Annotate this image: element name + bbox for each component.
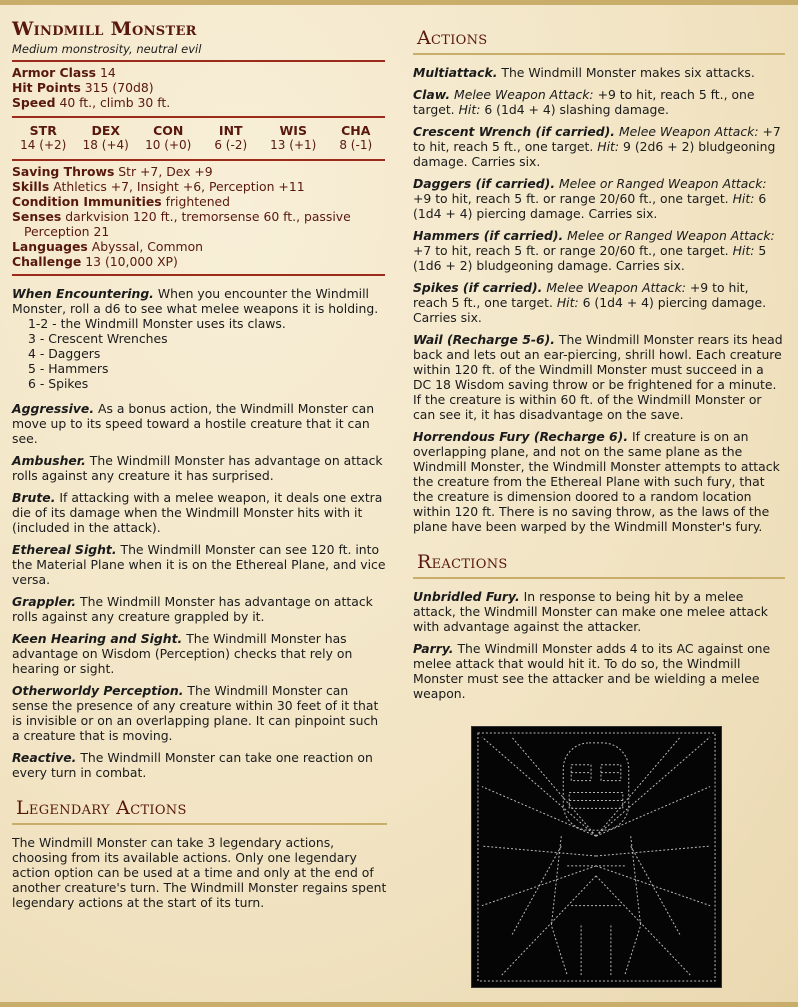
trait-label: Aggressive.: [12, 401, 95, 416]
attack-type: Melee or Ranged Weapon Attack:: [558, 176, 767, 191]
actions-column: [413, 26, 785, 708]
trait-text: The Windmill Monster can take one reaction on every turn in combat.: [12, 750, 373, 780]
attack-type: Melee Weapon Attack:: [454, 87, 594, 102]
section-divider: [12, 823, 387, 825]
trait-text: The Windmill Monster has advantage on attack rolls against any creature it has surprised.: [12, 453, 383, 483]
top-border: [0, 0, 798, 5]
trait-text: The Windmill Monster can see 120 ft. into the Material Plane when it is on the Ethereal Plane, and vice versa.: [12, 542, 386, 587]
reactions-heading: Reactions: [417, 551, 508, 573]
saving-throws-label: Saving Throws: [12, 164, 115, 179]
action-label: Daggers (if carried).: [413, 176, 556, 191]
trait-label: Ambusher.: [12, 453, 86, 468]
action-text: +9 to hit, reach 5 ft., one target.: [413, 280, 749, 310]
divider: [12, 274, 385, 276]
section-divider: [413, 53, 785, 55]
ability-str: [12, 123, 74, 153]
hit-label: Hit:: [732, 191, 755, 206]
trait-text: If attacking with a melee weapon, it deals one extra die of its damage when the Windmill Monster hits with it (included in the attack).: [12, 490, 383, 535]
ability-name: DEX: [91, 123, 121, 138]
trait-otherworldly-perception: [12, 683, 387, 743]
monster-name: Windmill Monster: [12, 18, 197, 40]
damage-text: 6 (1d4 + 4) slashing damage.: [484, 102, 669, 117]
ability-name: CON: [153, 123, 184, 138]
bottom-border: [0, 1002, 798, 1007]
speed-line: [12, 95, 387, 110]
action-hammers: [413, 228, 785, 273]
stat-block-column: [12, 16, 387, 917]
languages-line: [12, 239, 387, 254]
ability-cha: [325, 123, 387, 153]
ability-name: WIS: [279, 123, 307, 138]
action-label: Hammers (if carried).: [413, 228, 564, 243]
hit-label: Hit:: [458, 102, 481, 117]
damage-text: 9 (2d6 + 2) bludgeoning damage. Carries six.: [413, 139, 776, 169]
ability-value: 13 (+1): [270, 138, 317, 152]
armor-class-label: Armor Class: [12, 65, 96, 80]
damage-text: 6 (1d4 + 4) piercing damage. Carries six.: [413, 295, 767, 325]
action-crescent-wrench: [413, 124, 785, 169]
armor-class-value: 14: [99, 65, 116, 80]
condition-immunities-line: [12, 194, 387, 209]
list-item: 5 - Hammers: [28, 361, 109, 376]
trait-text: When you encounter the Windmill Monster, roll a d6 to see what melee weapons it is holding.: [12, 286, 379, 316]
trait-when-encountering: [12, 286, 387, 391]
divider: [12, 60, 385, 62]
ability-dex: [75, 123, 137, 153]
action-label: Horrendous Fury (Recharge 6).: [413, 429, 629, 444]
skills-label: Skills: [12, 179, 50, 194]
attack-type: Melee Weapon Attack:: [618, 124, 759, 139]
reaction-parry: [413, 641, 785, 701]
languages-label: Languages: [12, 239, 88, 254]
trait-label: Brute.: [12, 490, 56, 505]
action-spikes: [413, 280, 785, 325]
reaction-text: In response to being hit by a melee attack, the Windmill Monster can make one melee attack with advantage against the attacker.: [413, 589, 768, 634]
speed-value: 40 ft., climb 30 ft.: [59, 95, 171, 110]
saving-throws-line: [12, 164, 387, 179]
legendary-actions-text: The Windmill Monster can take 3 legendary actions, choosing from its available actions. Only one legendary action option can be used at a time and only at the end of another creature's turn. The Windmill Monster regains spent legendary actions at the start of its turn.: [12, 835, 387, 910]
reaction-label: Unbridled Fury.: [413, 589, 520, 604]
trait-ethereal-sight: [12, 542, 387, 587]
trait-label: When Encountering.: [12, 286, 154, 301]
reaction-text: The Windmill Monster adds 4 to its AC against one melee attack that would hit it. To do so, the Windmill Monster must see the attacker and be wielding a melee weapon.: [413, 641, 771, 701]
ability-con: [137, 123, 199, 153]
challenge-value: 13 (10,000 XP): [85, 254, 178, 269]
action-text: The Windmill Monster rears its head back and lets out an ear-piercing, shrill howl. Each creature within 120 ft. of the Windmill Monster must succeed in a DC 18 Wisdom saving throw or be frightened for a minute. If the creature is within 60 ft. of the Windmill Monster or can see it, it has disadvantage on the save.: [413, 332, 783, 422]
monster-ascii-art: [472, 727, 721, 987]
condition-immunities-value: frightened: [165, 194, 231, 209]
list-item: 1-2 - the Windmill Monster uses its claws.: [28, 316, 286, 331]
action-horrendous-fury: [413, 429, 785, 534]
trait-brute: [12, 490, 387, 535]
ability-value: 6 (-2): [214, 138, 248, 152]
trait-text: As a bonus action, the Windmill Monster can move up to its speed toward a hostile creature that it can see.: [12, 401, 375, 446]
list-item: 6 - Spikes: [28, 376, 89, 391]
action-label: Spikes (if carried).: [413, 280, 543, 295]
action-text: +7 to hit, reach 5 ft., one target.: [413, 124, 781, 154]
trait-text: The Windmill Monster has advantage on Wisdom (Perception) checks that rely on hearing or sight.: [12, 631, 353, 676]
ability-scores: [12, 123, 387, 153]
hit-label: Hit:: [556, 295, 579, 310]
reaction-unbridled-fury: [413, 589, 785, 634]
challenge-label: Challenge: [12, 254, 82, 269]
action-text: +9 to hit, reach 5 ft., one target.: [413, 87, 755, 117]
action-claw: [413, 87, 785, 117]
ability-wis: [262, 123, 324, 153]
senses-label: Senses: [12, 209, 62, 224]
languages-value: Abyssal, Common: [91, 239, 204, 254]
skills-line: [12, 179, 387, 194]
action-text: +9 to hit, reach 5 ft. or range 20/60 ft., one target.: [413, 191, 729, 206]
ability-name: CHA: [341, 123, 371, 138]
condition-immunities-label: Condition Immunities: [12, 194, 162, 209]
trait-label: Reactive.: [12, 750, 77, 765]
action-text: The Windmill Monster makes six attacks.: [501, 65, 755, 80]
divider: [12, 159, 385, 161]
trait-text: The Windmill Monster can sense the presence of any creature within 30 feet of it that is invisible or on an overlapping plane. It can pinpoint such a creature that is moving.: [12, 683, 379, 743]
trait-aggressive: [12, 401, 387, 446]
speed-label: Speed: [12, 95, 56, 110]
trait-label: Keen Hearing and Sight.: [12, 631, 183, 646]
trait-reactive: [12, 750, 387, 780]
action-label: Wail (Recharge 5-6).: [413, 332, 555, 347]
legendary-actions-heading: Legendary Actions: [16, 797, 187, 819]
ability-int: [200, 123, 262, 153]
action-text: +7 to hit, reach 5 ft. or range 20/60 ft., one target.: [413, 243, 729, 258]
challenge-line: [12, 254, 387, 269]
ability-value: 10 (+0): [145, 138, 192, 152]
saving-throws-value: Str +7, Dex +9: [118, 164, 213, 179]
senses-value: darkvision 120 ft., tremorsense 60 ft., passive: [65, 209, 351, 224]
trait-grappler: [12, 594, 387, 624]
attack-type: Melee Weapon Attack:: [546, 280, 686, 295]
ability-name: INT: [218, 123, 243, 138]
section-divider: [413, 577, 785, 579]
armor-class-line: [12, 65, 387, 80]
attack-type: Melee or Ranged Weapon Attack:: [567, 228, 775, 243]
actions-heading: Actions: [417, 27, 488, 49]
trait-label: Otherworldy Perception.: [12, 683, 184, 698]
action-daggers: [413, 176, 785, 221]
divider: [12, 116, 385, 118]
action-multiattack: [413, 65, 785, 80]
action-label: Claw.: [413, 87, 451, 102]
hit-label: Hit:: [732, 243, 755, 258]
ability-name: STR: [29, 123, 57, 138]
trait-text: The Windmill Monster has advantage on attack rolls against any creature grappled by it.: [12, 594, 373, 624]
ability-value: 18 (+4): [82, 138, 129, 152]
senses-line: [12, 209, 387, 224]
hit-points-line: [12, 80, 387, 95]
ability-value: 8 (-1): [339, 138, 373, 152]
hit-points-value: 315 (70d8): [84, 80, 154, 95]
damage-text: 5 (1d6 + 2) bludgeoning damage. Carries six.: [413, 243, 767, 273]
action-text: If creature is on an overlapping plane, and not on the same plane as the Windmill Monster, the Windmill Monster attempts to attack the creature from the Ethereal Plane with such fury, that the creature is dimension doored to a random location within 120 ft. There is no saving throw, as the laws of the plane have been warped by the Windmill Monster's fury.: [413, 429, 780, 534]
hit-points-label: Hit Points: [12, 80, 81, 95]
trait-keen-hearing-sight: [12, 631, 387, 676]
monster-illustration: [471, 726, 722, 988]
action-label: Multiattack.: [413, 65, 498, 80]
list-item: 3 - Crescent Wrenches: [28, 331, 168, 346]
trait-ambusher: [12, 453, 387, 483]
monster-type: Medium monstrosity, neutral evil: [12, 42, 202, 56]
reaction-label: Parry.: [413, 641, 454, 656]
skills-value: Athletics +7, Insight +6, Perception +11: [53, 179, 305, 194]
ability-value: 14 (+2): [20, 138, 67, 152]
trait-label: Grappler.: [12, 594, 77, 609]
action-wail: [413, 332, 785, 422]
trait-label: Ethereal Sight.: [12, 542, 117, 557]
damage-text: 6 (1d4 + 4) piercing damage. Carries six.: [413, 191, 767, 221]
list-item: 4 - Daggers: [28, 346, 101, 361]
hit-label: Hit:: [597, 139, 620, 154]
senses-line-continued: Perception 21: [24, 224, 110, 239]
action-label: Crescent Wrench (if carried).: [413, 124, 615, 139]
